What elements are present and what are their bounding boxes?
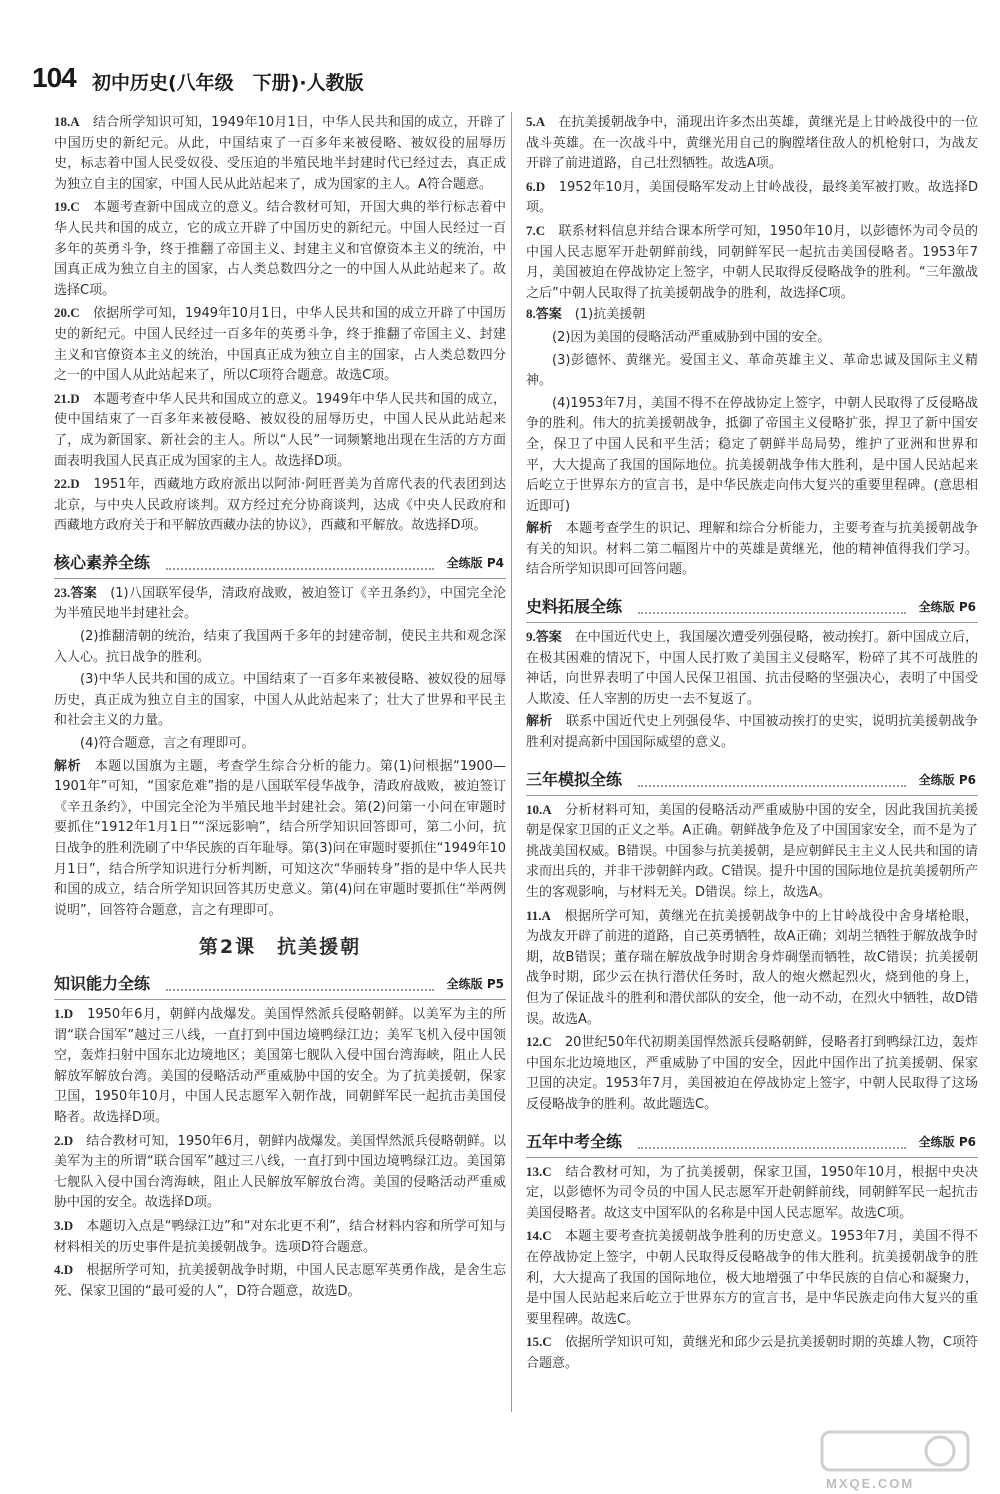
answer-item [54,112,506,195]
analysis-tag: 解析 [54,758,82,774]
answer-8-line-1 [526,304,978,326]
question-number: 9. [526,629,536,645]
answer-text: 结合所学知识可知，1949年10月1日，中华人民共和国的成立，开辟了中国历史的新纪元。从此，中国结束了一百多年来被侵略、被奴役的屈辱历史，标志着中国人民受奴役、受压迫的半殖民地半封建时代已经过去，真正成为独立自主的国家，中国人民从此站起来了，成为国家的主人。A符合题意。 [54,115,506,192]
answer-9 [526,627,978,754]
section-ref: 全练版 P4 [446,556,504,571]
question-number: 18.A [54,114,80,129]
question-number: 12.C [526,1034,552,1050]
page-number: 104 [32,62,76,93]
section-ref: 全练版 P6 [918,1134,976,1149]
answer-item [54,197,506,301]
section-title: 三年模拟全练 [526,770,623,790]
left-answer-list [54,112,506,537]
question-number: 23. [54,584,71,600]
answer-text: 根据所学可知，抗美援朝战争时期，中国人民志愿军英勇作战，是舍生忘死、保家卫国的“最可爱的人”，D符合题意，故选D。 [54,1263,506,1299]
answer-item [54,389,506,472]
left-column [54,112,506,1302]
section-ref: 全练版 P6 [918,773,976,788]
answer-text: 根据所学可知，黄继光在抗美援朝战争中的上甘岭战役中舍身堵枪眼，为战友开辟了前进的道路，自己英勇牺牲，故A正确；刘胡兰牺牲于解放战争时期，故B错误；董存瑞在解放战争时期舍身炸碉堡而牺牲，故C错误；抗美援朝战争时期，邱少云在执行潜伏任务时，敌人的炮火燃起烈火，烧到他的身上，但为了保证战斗的胜利和潜伏部队的安全，他一动不动，在烈火中牺牲，故D错误。故选A。 [526,908,979,1027]
question-number: 15.C [526,1334,552,1350]
answer-item [54,303,506,386]
answer-text: 1951年，西藏地方政府派出以阿沛·阿旺晋美为首席代表的代表团到达北京，与中央人民政府谈判。双方经过充分协商谈判，达成《中央人民政府和西藏地方政府关于和平解放西藏办法的协议》，西藏和平解放。故选择D项。 [54,477,506,534]
question-number: 21.D [54,390,80,406]
section-title: 核心素养全练 [54,553,151,573]
answer-item [526,1032,978,1115]
answer-text: (1)抗美援朝 [574,307,646,323]
section-header-knowledge [54,965,506,1000]
analysis-text: 本题考查学生的识记、理解和综合分析能力，主要考查与抗美援朝战争有关的知识。材料二第二幅图片中的英雄是黄继光，他的精神值得我们学习。结合所学知识即可回答问题。 [526,521,978,578]
section-title: 史料拓展全练 [526,597,623,617]
answer-text: 本题切入点是“鸭绿江边”和“对东北更不利”，结合材料内容和所学可知与材料相关的历史事件是抗美援朝战争。选项D符合题意。 [54,1218,506,1255]
answer-23-line-2: (2)推翻清朝的统治，结束了我国两千多年的封建帝制，使民主共和观念深入人心。抗日战争的胜利。 [54,629,506,665]
right-answer-list [526,112,978,304]
book-title: 初中历史(八年级 下册)·人教版 [92,72,364,94]
question-number: 8. [526,306,536,322]
analysis-9 [526,712,978,753]
answer-8-line-4: (4)1953年7月，美国不得不在停战协定上签字，中朝人民取得了反侵略战争的胜利。伟大的抗美援朝战争，抵御了帝国主义侵略扩张，捍卫了新中国安全，保卫了中国人民和平生活；稳定了朝鲜半岛局势，维护了亚洲和世界和平，大大提高了我国的国际地位。抗美援朝战争伟大胜利，是中国人民站起来后屹立于世界东方的宣言书，是中华民族走向伟大复兴的重要里程碑。(意思相近即可) [526,395,978,514]
question-number: 4.D [54,1262,74,1278]
question-number: 2.D [54,1132,74,1148]
question-number: 5.A [526,114,546,129]
answer-item [526,1332,978,1374]
answer-item [54,474,506,537]
answer-8-line-3: (3)彭德怀、黄继光。爱国主义、革命英雄主义、革命忠诚及国际主义精神。 [526,352,978,389]
answer-text: (1)八国联军侵华，清政府战败，被迫签订《辛丑条约》，中国完全沦为半殖民地半封建社会。 [54,585,506,622]
answer-text: 本题考查中华人民共和国成立的意义。1949年中华人民共和国的成立，使中国结束了一百多年来被侵略、被奴役的屈辱历史，中国人民从此站起来了，成为新国家、新社会的主人。所以“人民”一词频繁地出现在生活的方方面面表明我国人民真正成为国家的主人。故选择D项。 [54,391,506,469]
question-number: 19.C [54,199,80,215]
answer-text: 结合教材可知，1950年6月，朝鲜内战爆发。美国悍然派兵侵略朝鲜。以美军为主的所谓“联合国军”越过三八线，一直打到中国边境鸭绿江边。美国第七舰队入侵中国台湾海峡，阻止人民解放军解放台湾。美国的侵略活动严重威胁中国的安全。故选择D项。 [54,1133,506,1211]
section-dots [638,785,906,787]
answer-text: 分析材料可知，美国的侵略活动严重威胁中国的安全，因此我国抗美援朝是保家卫国的正义之举。A正确。朝鲜战争危及了中国国家安全，而不是为了挑战美国权威。B错误。中国参与抗美援朝，是应朝鲜民主主义人民共和国的请求而出兵的，并非干涉朝鲜内政。C错误。提升中国的国际地位是抗美援朝所产生的客观影响，与材料无关。D错误。综上，故选A。 [526,802,978,900]
answer-text: 20世纪50年代初期美国悍然派兵侵略朝鲜，侵略者打到鸭绿江边，轰炸中国东北边境地区，严重威胁了中国的安全，因此中国作出了抗美援朝、保家卫国的决定。1953年7月，美国被迫在停战协定上签字，中朝人民取得了这场反侵略战争的胜利。故此题选C。 [526,1035,978,1112]
analysis-tag: 解析 [526,714,553,730]
right-answer-list-2 [526,800,978,1116]
answer-text: 依据所学知识可知，黄继光和邱少云是抗美援朝时期的英雄人物，C项符合题意。 [526,1335,978,1371]
answer-9-text [526,627,978,710]
answer-text: 联系材料信息并结合课本所学可知，1950年10月，以彭德怀为司令员的中国人民志愿军开赴朝鲜前线，同朝鲜军民一起抗击美国侵略者。1953年7月，美国被迫在停战协定上签字，中朝人民取得反侵略战争的胜利。“三年激战之后”中朝人民取得了抗美援朝战争的胜利，故选择C项。 [526,223,978,301]
section-dots [166,989,434,991]
answer-item [526,1162,978,1225]
answer-text: 在中国近代史上，我国屡次遭受列强侵略，被动挨打。新中国成立后，在极其困难的情况下，中国人民打败了美国主义侵略军，粉碎了其不可战胜的神话，向世界表明了中国人民保卫祖国、抗击侵略的坚强决心，表明了中国受人欺凌、任人宰割的历史一去不复返了。 [526,630,978,707]
section-header-five [526,1123,978,1158]
answer-item [54,1216,506,1258]
answer-text: 本题考查新中国成立的意义。结合教材可知，开国大典的举行标志着中华人民共和国的成立，它的成立开辟了中国历史的新纪元。中国人民经过一百多年的英勇斗争，终于推翻了帝国主义、封建主义和官僚资本主义的统治，中国真正成为独立自主的国家，占人类总数四分之一的中国人从此站起来了。故选择C项。 [54,200,506,298]
answer-item [526,1226,978,1330]
answer-tag: 答案 [70,585,97,601]
answer-23-line-3: (3)中华人民共和国的成立。中国结束了一百多年来被侵略、被奴役的屈辱历史，真正成为独立自主的国家，中国人从此站起来了；壮大了世界和平民主和社会主义的力量。 [54,672,506,729]
page-header [32,62,972,102]
section-ref: 全练版 P5 [446,977,504,992]
question-number: 20.C [54,305,80,321]
answer-text: 本题主要考查抗美援朝战争胜利的历史意义。1953年7月，美国不得不在停战协定上签字，中朝人民取得反侵略战争的伟大胜利。抗美援朝战争的胜利，大大提高了我国的国际地位，极大地增强了中华民族的自信心和凝聚力，是中国人民站起来后屹立于世界东方的宣言书，是中华民族走向伟大复兴的重要里程碑。故选C。 [526,1229,978,1327]
answer-8 [526,304,978,581]
section-dots [166,568,434,570]
section-title: 知识能力全练 [54,974,151,994]
lesson-title: 第2课 抗美援朝 [198,936,362,959]
right-column [526,112,978,1374]
answer-item [54,1260,506,1302]
answer-item [526,221,978,304]
answer-23 [54,583,506,922]
question-number: 14.C [526,1228,552,1244]
question-number: 10.A [526,801,552,817]
question-number: 22.D [54,476,80,492]
question-number: 1.D [54,1005,74,1021]
answer-text: 依据所学可知，1949年10月1日，中华人民共和国的成立开辟了中国历史的新纪元。中国人民经过一百多年的英勇斗争，终于推翻了帝国主义、封建主义和官僚资本主义的统治，中国真正成为独立自主的国家，占人类总数四分之一的中国人从此站起来了，所以C项符合题意。故选C项。 [54,306,506,384]
left-answer-list-2 [54,1004,506,1302]
column-divider [511,112,512,1412]
answer-item [526,906,978,1031]
answer-8-line-2: (2)因为美国的侵略活动严重威胁到中国的安全。 [552,329,831,345]
question-number: 11.A [526,907,551,923]
analysis-text: 本题以国旗为主题，考查学生综合分析的能力。第(1)问根据“1900—1901年”可知，“国家危难”指的是八国联军侵华战争，清政府战败，被迫签订《辛丑条约》，中国完全沦为半殖民地半封建社会。第(2)问第一小问在审题时要抓住“1912年1月1日”“深远影响”，结合所学知识回答即可，第二小问，抗日战争的胜利洗刷了中华民族的百年耻辱。第(3)问在审题时要抓住“1949年10月1日”，结合所学知识进行分析判断，可知这次“华丽转身”指的是中华人民共和国的成立，结合所学知识回答其历史意义。第(4)问在审题时要抓住“举两例说明”，回答符合题意，言之有理即可。 [54,758,506,918]
section-ref: 全练版 P6 [918,600,976,615]
right-answer-list-3 [526,1162,978,1375]
answer-text: 结合教材可知，为了抗美援朝，保家卫国，1950年10月，根据中央决定，以彭德怀为司令员的中国人民志愿军开赴朝鲜前线，同朝鲜军民一起抗击美国侵略者。故这支中国军队的名称是中国人民志愿军。故选C项。 [526,1164,978,1221]
answer-item [526,112,978,175]
section-dots [638,612,906,614]
section-dots [638,1147,906,1149]
analysis-23 [54,757,506,922]
answer-item [54,1131,506,1214]
answer-tag: 答案 [535,630,562,646]
question-number: 3.D [54,1217,74,1233]
section-title: 五年中考全练 [526,1131,623,1151]
watermark-logo-icon [820,1428,970,1474]
answer-23-line-1 [54,583,506,625]
answer-text: 1952年10月，美国侵略军发动上甘岭战役，最终美军被打败。故选择D项。 [526,179,978,216]
section-header-ext [526,588,978,623]
answer-text: 1950年6月，朝鲜内战爆发。美国悍然派兵侵略朝鲜。以美军为主的所谓“联合国军”越过三八线，一直打到中国边境鸭绿江边；美军飞机入侵中国领空，轰炸扫射中国东北边境地区；美国第七舰队入侵中国台湾海峡，阻止人民解放军解放台湾。美国的侵略活动严重威胁中国的安全。为了抗美援朝，保家卫国，1950年10月，中国人民志愿军入朝作战，同朝鲜军民一起抗击美国侵略者。故选择D项。 [54,1006,506,1125]
answer-tag: 答案 [535,307,562,323]
analysis-text: 联系中国近代史上列强侵华、中国被动挨打的史实，说明抗美援朝战争胜利对提高新中国国际威望的意义。 [526,714,978,751]
answer-text: 在抗美援朝战争中，涌现出许多杰出英雄，黄继光是上甘岭战役中的一位战斗英雄。在一次战斗中，黄继光用自己的胸膛堵住敌人的机枪射口，为战友开辟了前进道路，自己壮烈牺牲。故选A项。 [526,115,978,172]
section-header-three [526,761,978,796]
answer-item [526,177,978,219]
section-header-core [54,544,506,579]
question-number: 7.C [526,222,546,238]
answer-item [526,800,978,904]
analysis-tag: 解析 [526,521,553,537]
analysis-8 [526,519,978,581]
watermark-text: MXQE.COM [826,1476,915,1491]
question-number: 6.D [526,178,546,194]
question-number: 13.C [526,1163,552,1179]
answer-23-line-4: (4)符合题意，言之有理即可。 [80,736,255,752]
answer-item [54,1004,506,1129]
